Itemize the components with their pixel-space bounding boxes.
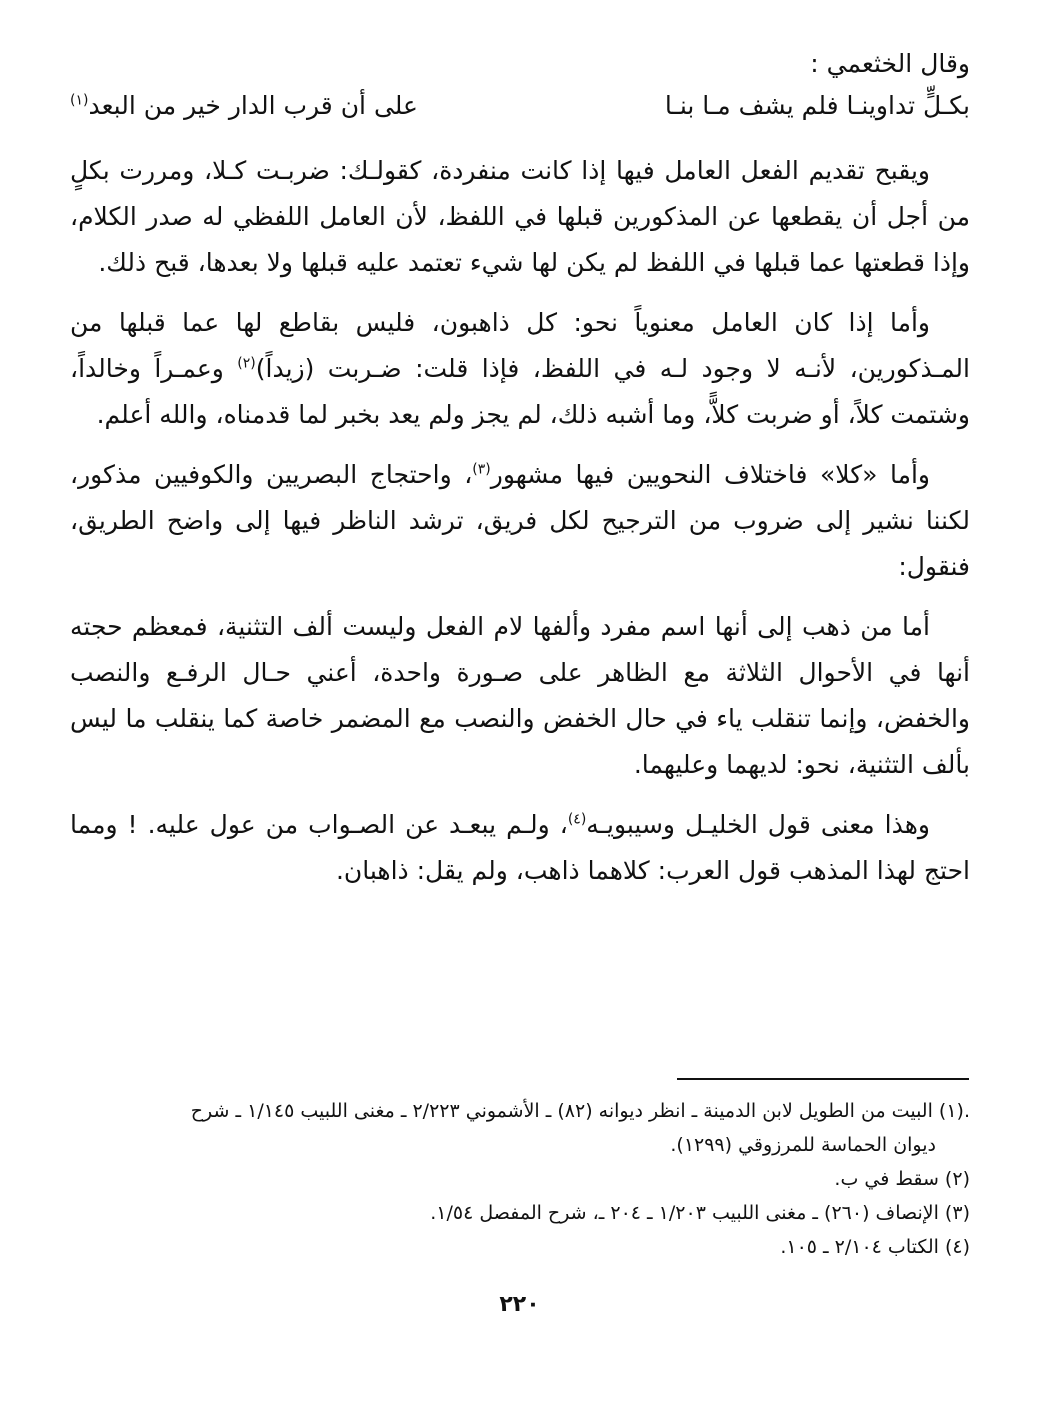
paragraph-text: ، ولـم يبعـد عن الصـواب من عول عليه. ! ومما احتج لهذا المذهب قول العرب: كلاهما ذاهب، ولم يقل: ذاهبان. [70,810,970,885]
paragraph-2 [70,300,970,438]
verse-second-hemistich [70,86,490,126]
footnote-1-continuation: ديوان الحماسة للمرزوقي (١٢٩٩). [670,1134,936,1156]
paragraph-1 [70,148,970,286]
poetry-verse [70,86,970,126]
paragraph-text: وأما إذا كان العامل معنوياً نحو: كل ذاهبون، فليس بقاطع لها عما قبلها من المـذكورين، لأنـه لا وجود لـه في اللفظ، فإذا قلت: ضـربت (زيداً) [70,308,970,383]
footnote-marker: (٤) [567,811,587,828]
verse-first-hemistich: بكـلٍّ تداوينـا فلم يشف مـا بنـا [664,91,970,120]
verse-intro: وقال الخثعمي : [810,49,970,78]
footnotes [70,1094,970,1264]
footnote-4: (٤) الكتاب ٢/١٠٤ ـ ١٠٥. [780,1236,970,1258]
paragraph-text: وعمـراً وخالداً، وشتمت كلاً، أو ضربت كلاًّ، وما أشبه ذلك، لم يجز ولم يعد بخبر لما قدمناه، والله أعلم. [70,354,970,429]
footnote-separator [677,1078,969,1080]
paragraph-text: وهذا معنى قول الخليـل وسيبويـه [586,810,930,839]
footnote-2: (٢) سقط في ب. [834,1168,970,1190]
paragraph-text: وأما «كلا» فاختلاف النحويين فيها مشهور [490,460,931,489]
footnote-marker: (٣) [472,461,491,478]
paragraph-text: ، واحتجاج البصريين والكوفيين مذكور، لكننا نشير إلى ضروب من الترجيح لكل فريق، ترشد الناظر فيها إلى واضح الطريق، فنقول: [70,460,970,581]
page-number: ٢٢٠ [499,1292,540,1317]
body-text [70,148,970,894]
paragraph-text: أما من ذهب إلى أنها اسم مفرد وألفها لام الفعل وليست ألف التثنية، فمعظم حجته أنها في الأحوال الثلاثة مع الظاهر على صـورة واحدة، أعني حـال الرفـع والنصب والخفض، وإنما تنقلب ياء في حال الخفض والنصب مع المضمر خاصة كما ينقلب ما ليس بألف التثنية، نحو: لديهما وعليهما. [70,612,970,779]
footnote-3: (٣) الإنصاف (٢٦٠) ـ مغنى اللبيب ١/٢٠٣ ـ ٢٠٤ ـ، شرح المفصل ١/٥٤. [430,1202,970,1224]
footnote-1: .(١) البيت من الطويل لابن الدمينة ـ انظر ديوانه (٨٢) ـ الأشموني ٢/٢٢٣ ـ مغنى اللبيب ١/١٤٥ ـ شرح [190,1100,970,1122]
paragraph-3 [70,452,970,590]
verse-second-text: على أن قرب الدار خير من البعد [88,91,418,120]
paragraph-4 [70,604,970,788]
paragraph-text: ويقبح تقديم الفعل العامل فيها إذا كانت منفردة، كقولـك: ضربـت كـلا، ومررت بكلٍ من أجل أن يقطعها عن المذكورين قبلها في اللفظ، لأن العامل اللفظي له صدر الكلام، وإذا قطعتها عما قبلها في اللفظ لم يكن لها شيء تعتمد عليه قبلها ولا بعدها، قبح ذلك. [70,156,970,277]
footnote-marker: (٢) [237,355,256,372]
footnote-marker: (١) [70,92,89,109]
document-page [70,44,970,894]
paragraph-5 [70,802,970,894]
